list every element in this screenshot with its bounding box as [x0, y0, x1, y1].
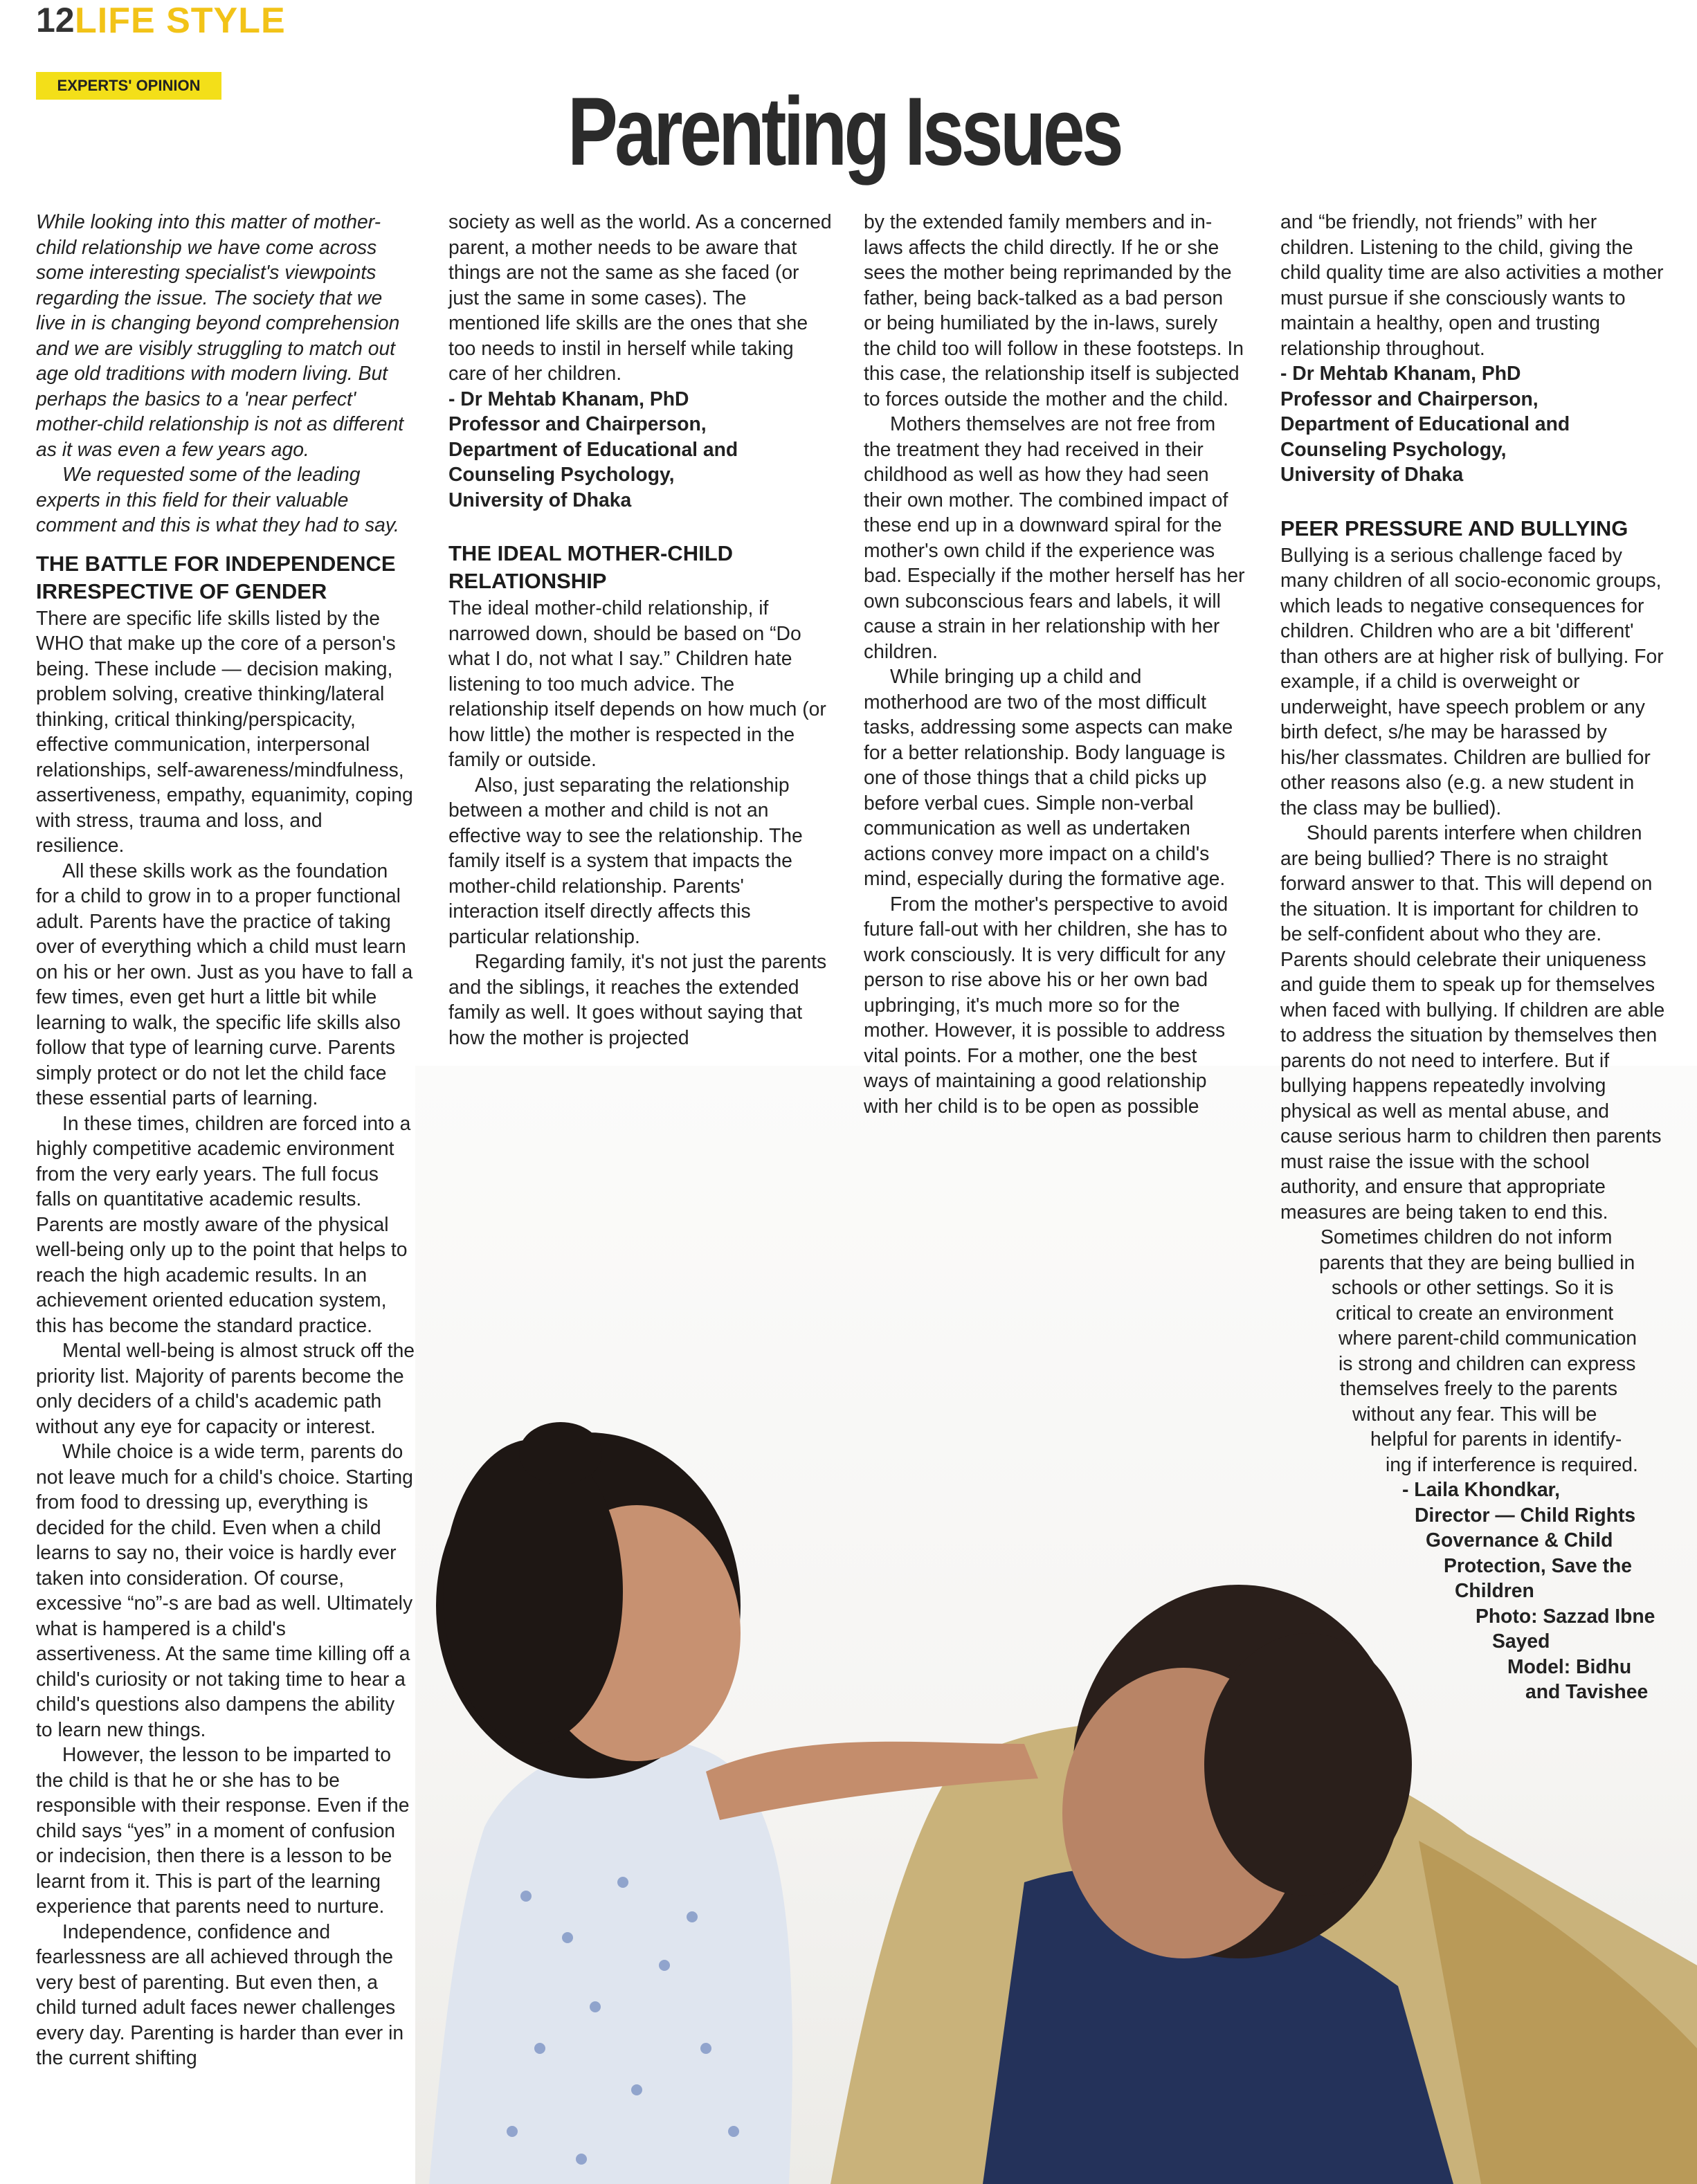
signature-line: - Dr Mehtab Khanam, PhD: [1280, 362, 1521, 384]
credit-line: - Laila Khondkar,: [1402, 1478, 1560, 1500]
body-paragraph: There are specific life skills listed by the WHO that make up the core of a person's being. These include — decision making, problem solving, creative thinking/lateral thinking, critical thinking/perspicacity, effective communication, interpersonal relationships, self-awareness/mindfulness, assertiveness, empathy, equanimity, coping with stress, trauma and loss, and resilience.: [36, 606, 413, 856]
credit-line: Governance & Child: [1426, 1529, 1613, 1551]
wrap-line: is strong and children can express: [1338, 1352, 1636, 1374]
credits: [1280, 1477, 1665, 1704]
signature-line: - Dr Mehtab Khanam, PhD: [448, 387, 689, 410]
article-column-1: [36, 209, 415, 2071]
article-title: Parenting Issues: [568, 77, 1121, 185]
wrap-line: Sometimes children do not inform: [1321, 1226, 1613, 1248]
body-paragraph: by the extended family members and in-laws affects the child directly. If he or she sees the mother being reprimanded by the father, being back-talked as a bad person or being humiliated by the in-laws, surely the child too will follow in these footsteps. In this case, the relationship itself is subjected to forces outside the mother and the child.: [864, 210, 1244, 410]
author-signature: [1280, 361, 1665, 487]
body-paragraph: While bringing up a child and motherhood are two of the most difficult tasks, addressing some aspects can make for a better relationship. Body language is one of those things that a child picks up before verbal cues. Simple non-verbal communication as well as undertaken actions convey more impact on a child's mind, especially during the formative age.: [864, 665, 1233, 889]
wrapped-paragraph: [1280, 1224, 1665, 1477]
credit-line: Sayed: [1492, 1630, 1550, 1652]
body-paragraph: Bullying is a serious challenge faced by many children of all socio-economic groups, which leads to negative consequences for children. Children who are a bit 'different' than others are at higher risk of bullying. For example, if a child is overweight or underweight, have speech problem or any birth defect, s/he may be harassed by his/her classmates. Children are bullied for other reasons also (e.g. a new student in the class may be bullied).: [1280, 543, 1664, 819]
credit-line: Director — Child Rights: [1415, 1503, 1636, 1526]
body-paragraph: While choice is a wide term, parents do not leave much for a child's choice. Starting from food to dressing up, everything is decided for the child. Even when a child learns to say no, their voice is hardly ever taken into consideration. Of course, excessive “no”-s are bad as well. Ultimately what is hampered is a child's assertiveness. At the same time killing off a child's curiosity or not taking time to hear a child's questions also dampens the ability to learn new things.: [36, 1440, 413, 1740]
wrap-line: where parent-child communication: [1338, 1327, 1637, 1349]
section-name: LIFE STYLE: [75, 1, 286, 41]
credit-line: and Tavishee: [1525, 1680, 1649, 1702]
wrap-line: helpful for parents in identify-: [1370, 1428, 1622, 1450]
credit-line: Model: Bidhu: [1507, 1655, 1632, 1677]
signature-line: Counseling Psychology,: [448, 463, 675, 485]
wrap-line: schools or other settings. So it is: [1332, 1276, 1614, 1298]
wrap-line: critical to create an environment: [1336, 1301, 1614, 1324]
body-paragraph: Mental well-being is almost struck off the priority list. Majority of parents become the only deciders of a child's academic path without any eye for capacity or interest.: [36, 1339, 415, 1437]
signature-line: Department of Educational and: [448, 437, 738, 460]
body-paragraph: All these skills work as the foundation for a child to grow in to a proper functional adult. Parents have the practice of taking over of everything which a child must learn on his or her own. Just as you have to fall a few times, even get hurt a little bit while learning to walk, the specific life skills also follow that type of learning curve. Parents simply protect or do not let the child face these essential parts of learning.: [36, 859, 413, 1109]
wrap-line: without any fear. This will be: [1352, 1402, 1597, 1425]
intro-paragraph: We requested some of the leading experts in this field for their valuable comment and this is what they had to say.: [36, 463, 399, 536]
body-paragraph: However, the lesson to be imparted to the child is that he or she has to be responsible with their response. Even if the child says “yes” in a moment of confusion or indecision, then there is a lesson to be learnt from it. This is part of the learning experience that parents need to nurture.: [36, 1743, 410, 1917]
credit-line: Protection, Save the: [1444, 1554, 1633, 1576]
body-paragraph: society as well as the world. As a concerned parent, a mother needs to be aware that things are not the same as she faced (or just the same in some cases). The mentioned life skills are the ones that she too needs to instil in herself while taking care of her children.: [448, 210, 832, 384]
section-heading: THE IDEAL MOTHER-CHILD RELATIONSHIP: [448, 541, 734, 593]
wrap-line: themselves freely to the parents: [1340, 1377, 1618, 1399]
credit-line: Children: [1455, 1579, 1534, 1601]
body-paragraph: Also, just separating the relationship between a mother and child is not an effective way to see the relationship. The family itself is a system that impacts the mother-child relationship. Parents' interaction itself directly affects this particular relationship.: [448, 773, 803, 947]
signature-line: University of Dhaka: [448, 488, 632, 511]
signature-line: Professor and Chairperson,: [448, 412, 707, 435]
article-column-3: [864, 209, 1246, 1118]
body-paragraph: The ideal mother-child relationship, if narrowed down, should be based on “Do what I do, not what I say.” Children hate listening to too much advice. The relationship itself depends on how much (or how little) the mother is respected in the family or outside.: [448, 597, 826, 770]
experts-opinion-tag: EXPERTS' OPINION: [36, 72, 221, 100]
section-heading: THE BATTLE FOR INDEPENDENCE IRRESPECTIVE OF GENDER: [36, 551, 396, 603]
intro-paragraph: While looking into this matter of mother-child relationship we have come across some interesting specialist's viewpoints regarding the issue. The society that we live in is changing beyond comprehension and we are visibly struggling to match out age old traditions with modern living. But perhaps the basics to a 'near perfect' mother-child relationship is not as different as it was even a few years ago.: [36, 210, 404, 460]
body-paragraph: Mothers themselves are not free from the treatment they had received in their childhood as well as how they had seen their own mother. The combined impact of these end up in a downward spiral for the mother's own child if the experience was bad. Especially if the mother herself has her own subconscious fears and labels, it will cause a strain in her relationship with her children.: [864, 412, 1245, 662]
signature-line: Professor and Chairperson,: [1280, 387, 1539, 410]
body-paragraph: and “be friendly, not friends” with her children. Listening to the child, giving the child quality time are also activities a mother must pursue if she consciously wants to maintain a healthy, open and trusting relationship throughout.: [1280, 210, 1664, 359]
signature-line: University of Dhaka: [1280, 463, 1464, 485]
article-column-2: [448, 209, 832, 1050]
credit-line: Photo: Sazzad Ibne: [1476, 1604, 1655, 1627]
wrap-line: ing if interference is required.: [1386, 1453, 1638, 1475]
signature-line: Counseling Psychology,: [1280, 437, 1507, 460]
body-paragraph: Independence, confidence and fearlessness are all achieved through the very best of parenting. But even then, a child turned adult faces newer challenges every day. Parenting is harder than ever in the current shifting: [36, 1920, 404, 2068]
section-heading: PEER PRESSURE AND BULLYING: [1280, 516, 1628, 540]
body-paragraph: From the mother's perspective to avoid future fall-out with her children, she has to work consciously. It is very difficult for any person to rise above his or her own bad upbringing, it's much more so for the mother. However, it is possible to address vital points. For a mother, one the best ways of maintaining a good relationship with her child is to be open as possible: [864, 892, 1228, 1117]
page-number: 12: [36, 1, 75, 39]
body-paragraph: Should parents interfere when children are being bullied? There is no straight forward answer to that. This will depend on the situation. It is important for children to be self-confident about who they are. Parents should celebrate their uniqueness and guide them to speak up for themselves when faced with bullying. If children are able to address the situation by themselves then parents do not need to interfere. But if bullying happens repeatedly involving physical as well as mental abuse, and cause serious harm to children then parents must raise the issue with the school authority, and ensure that appropriate measures are being taken to end this.: [1280, 821, 1665, 1223]
signature-line: Department of Educational and: [1280, 412, 1570, 435]
body-paragraph: Regarding family, it's not just the parents and the siblings, it reaches the extended family as well. It goes without saying that how the mother is projected: [448, 950, 827, 1048]
article-column-4: [1280, 209, 1665, 1704]
wrap-line: parents that they are being bullied in: [1319, 1250, 1635, 1273]
body-paragraph: In these times, children are forced into a highly competitive academic environment from the very early years. The full focus falls on quantitative academic results. Parents are mostly aware of the physical well-being only up to the point that helps to reach the high academic results. In an achievement oriented education system, this has become the standard practice.: [36, 1111, 411, 1336]
author-signature: [448, 386, 832, 513]
